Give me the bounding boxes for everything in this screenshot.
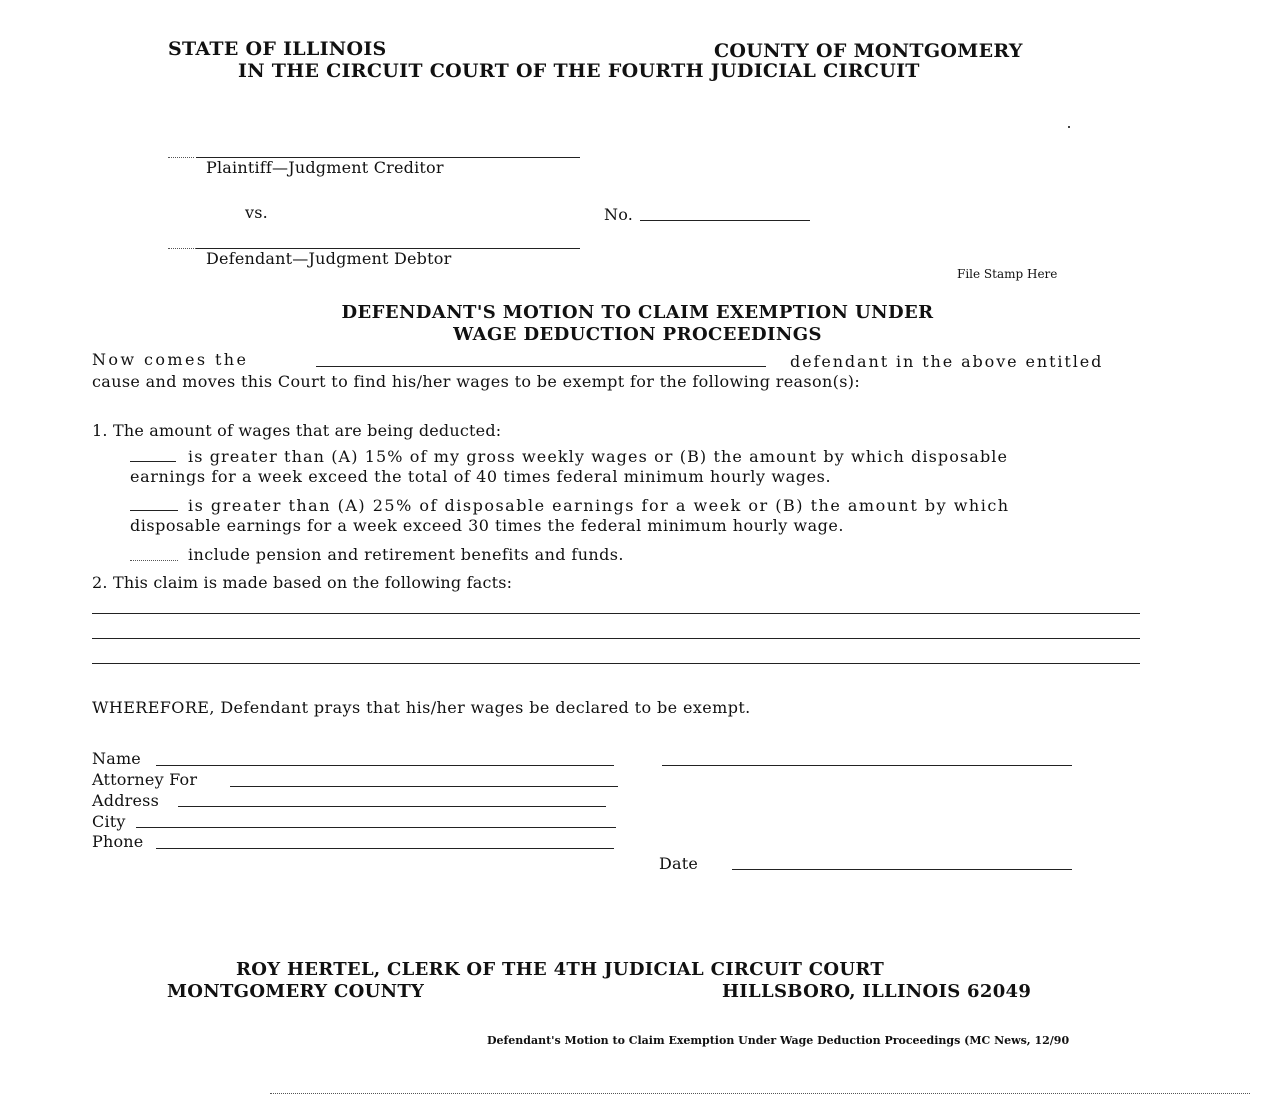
option-b-line1: is greater than (A) 25% of disposable earnings for a week or (B) the amount by which: [188, 496, 1010, 515]
county-heading: COUNTY OF MONTGOMERY: [714, 40, 1023, 62]
city-label: City: [92, 812, 126, 831]
footer-county: MONTGOMERY COUNTY: [167, 981, 425, 1002]
facts-line-2[interactable]: [92, 638, 1140, 639]
file-stamp-label: File Stamp Here: [957, 267, 1058, 281]
defendant-name-line[interactable]: [316, 366, 766, 367]
intro-line2: cause and moves this Court to find his/her wages to be exempt for the following reason(s):: [92, 372, 861, 391]
signature-line[interactable]: [662, 765, 1072, 766]
option-a-checkbox-line[interactable]: [130, 461, 176, 462]
section2-heading: 2. This claim is made based on the following facts:: [92, 573, 513, 592]
facts-line-3[interactable]: [92, 663, 1140, 664]
motion-title-line2: WAGE DEDUCTION PROCEEDINGS: [453, 324, 822, 345]
option-c-checkbox-line[interactable]: [130, 560, 178, 561]
motion-title-line1: DEFENDANT'S MOTION TO CLAIM EXEMPTION UNDER: [341, 302, 934, 323]
address-line[interactable]: [178, 806, 606, 807]
name-label: Name: [92, 749, 141, 768]
option-a-line1: is greater than (A) 15% of my gross weekly wages or (B) the amount by which disposable: [188, 447, 1009, 466]
bottom-edge-marks: [270, 1093, 1250, 1094]
option-c-text: include pension and retirement benefits and funds.: [188, 545, 624, 564]
clerk-name: ROY HERTEL, CLERK OF THE 4TH JUDICIAL CIRCUIT COURT: [236, 959, 885, 980]
facts-line-1[interactable]: [92, 613, 1140, 614]
attorney-label: Attorney For: [92, 770, 198, 789]
city-line[interactable]: [136, 827, 616, 828]
plaintiff-lead-dots: [168, 157, 194, 158]
case-number-line[interactable]: [640, 220, 810, 221]
defendant-label: Defendant—Judgment Debtor: [206, 249, 452, 268]
wherefore-text: WHEREFORE, Defendant prays that his/her wages be declared to be exempt.: [92, 698, 751, 717]
phone-label: Phone: [92, 832, 144, 851]
case-number-label: No.: [604, 205, 634, 224]
date-line[interactable]: [732, 869, 1072, 870]
attorney-line[interactable]: [230, 786, 618, 787]
option-a-line2: earnings for a week exceed the total of 40 times federal minimum hourly wages.: [130, 467, 832, 486]
vs-label: vs.: [245, 203, 268, 222]
option-b-line2: disposable earnings for a week exceed 30 times the federal minimum hourly wage.: [130, 516, 844, 535]
court-heading: IN THE CIRCUIT COURT OF THE FOURTH JUDICIAL CIRCUIT: [238, 60, 920, 82]
intro-start: Now comes the: [92, 350, 249, 369]
plaintiff-label: Plaintiff—Judgment Creditor: [206, 158, 444, 177]
option-b-checkbox-line[interactable]: [130, 510, 178, 511]
phone-line[interactable]: [156, 848, 614, 849]
date-label: Date: [659, 854, 699, 873]
state-heading: STATE OF ILLINOIS: [168, 38, 387, 60]
intro-end: defendant in the above entitled: [790, 352, 1104, 371]
section1-heading: 1. The amount of wages that are being deducted:: [92, 421, 502, 440]
defendant-lead-dots: [168, 248, 196, 249]
speck-mark: [1068, 126, 1070, 128]
name-line[interactable]: [156, 765, 614, 766]
form-identifier: Defendant's Motion to Claim Exemption Under Wage Deduction Proceedings (MC News, 12/90: [487, 1034, 1070, 1047]
address-label: Address: [92, 791, 159, 810]
footer-city: HILLSBORO, ILLINOIS 62049: [722, 981, 1032, 1002]
